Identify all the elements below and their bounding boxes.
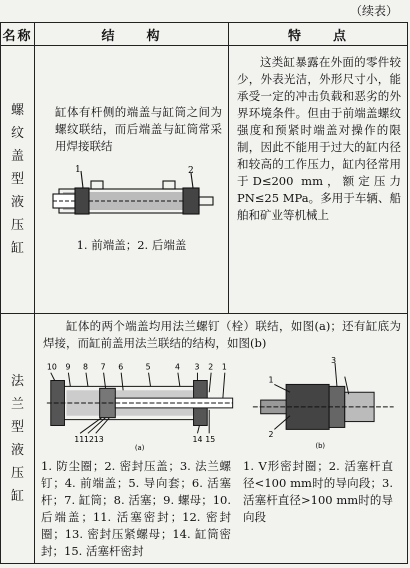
diagram-label: 1	[268, 375, 274, 385]
table-row	[1, 314, 408, 564]
table-row	[1, 46, 408, 314]
row-name-cell	[1, 314, 35, 564]
diagram-label: 2	[208, 362, 214, 372]
legend-row	[35, 452, 407, 560]
diagram-sub: (a)	[134, 443, 145, 452]
feature-cell	[229, 46, 408, 314]
header-row	[1, 23, 408, 46]
row-name: 螺纹盖型液压缸	[10, 103, 24, 256]
legend-a: 1. 防尘圈；2. 密封压盖；3. 法兰螺钉；4. 前端盖；5. 导向套；6. 活塞杆；7. 缸筒；8. 活塞；9. 螺母；10. 后端盖；11. 活塞密封；12. 密封圈；13. 密封压紧螺母；14. 缸筒密封；15. 活塞杆密封	[41, 459, 231, 558]
diagram-label: 10	[46, 362, 57, 372]
flange-cylinder-diagram-a	[41, 354, 237, 452]
feature-text: 这类缸暴露在外面的零件较少，外表光洁，外形尺寸小，能承受一定的冲击负载和恶劣的外界环境条件。但由于前端盖螺纹强度和预紧时端盖对操作的限制，因此不能用于过大的缸内径和较高的工作压力，缸内径常用于D≤200 mm，额定压力PN≤25 MPa。多用于车辆、船舶和矿业等机械上	[237, 55, 401, 222]
row-name: 法兰型液压缸	[10, 373, 24, 504]
diagram-label: 4	[174, 362, 180, 372]
continuation-label: （续表）	[349, 4, 398, 18]
diagram-label: 1	[75, 165, 81, 175]
diagram-label: 8	[83, 362, 89, 372]
diagram-label: 1	[221, 362, 227, 372]
diagram-label: 5	[145, 362, 151, 372]
diagram-label: 6	[118, 362, 124, 372]
header-feature: 特 点	[229, 23, 408, 46]
header-structure: 结 构	[35, 23, 229, 46]
diagram-label: 3	[194, 362, 200, 372]
diagram-caption: 1. 前端盖；2. 后端盖	[76, 238, 187, 252]
diagram-row	[35, 352, 407, 452]
flange-cell	[35, 314, 408, 564]
diagram-label: 7	[100, 362, 106, 372]
structure-text: 缸体有杆侧的端盖与缸筒之间为螺纹联结，而后端盖与缸筒常采用焊接联结	[55, 105, 222, 153]
row-name-cell	[1, 46, 35, 314]
diagram-label: 2	[268, 430, 274, 440]
header-name: 名称	[1, 23, 35, 46]
diagram-sub: (b)	[315, 441, 325, 450]
diagram-label: 2	[188, 166, 194, 176]
intro-text: 缸体的两个端盖均用法兰螺钉（栓）联结，如图(a)；还有缸底为焊接，而缸前盖用法兰联结的结构，如图(b)	[43, 319, 401, 350]
legend-b: 1. V形密封圈；2. 活塞杆直径<100 mm时的导向段；3. 活塞杆直径>100 mm时的导向段	[243, 459, 393, 524]
spec-table	[0, 22, 408, 564]
diagram-label: 3	[330, 355, 336, 365]
diagram-label: 12	[84, 435, 94, 445]
diagram-label: 13	[93, 435, 104, 445]
flange-cylinder-diagram-b	[247, 354, 403, 452]
diagram-label: 15	[205, 435, 216, 445]
structure-cell	[35, 46, 229, 314]
diagram-label: 14	[192, 435, 203, 445]
diagram-label: 11	[74, 435, 85, 445]
threaded-cylinder-diagram	[51, 161, 221, 231]
diagram-label: 9	[65, 362, 71, 372]
